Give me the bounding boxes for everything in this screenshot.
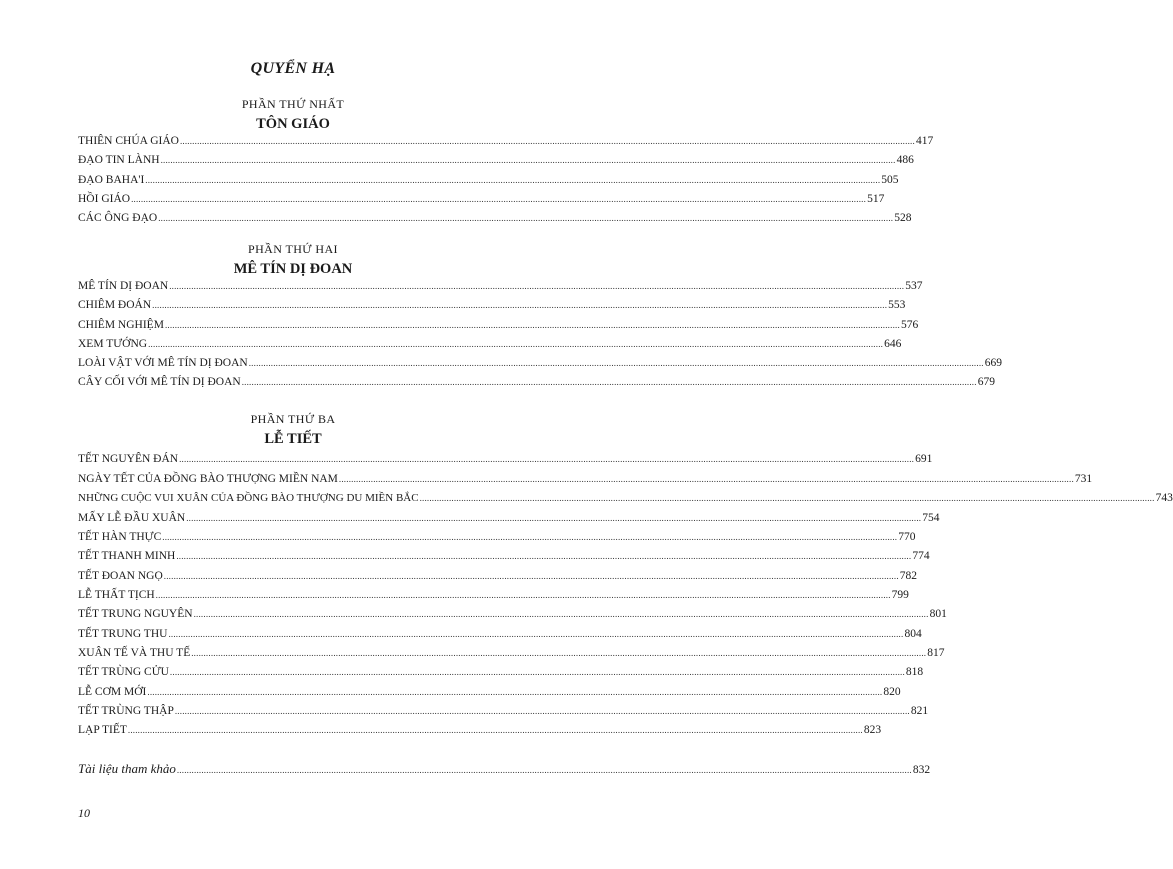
toc-entry-title: TẾT TRÙNG CỬU <box>78 666 169 678</box>
toc-entry <box>78 135 934 153</box>
toc-entry-page: 823 <box>863 724 882 736</box>
volume-title: QUYỂN HẠ <box>250 60 336 77</box>
leader-dots: ............................................................................................................................................................................................................................................................................................................ <box>169 667 905 677</box>
toc-entry <box>78 319 919 337</box>
leader-dots: ............................................................................................................................................................................................................................................................................................................ <box>152 300 888 310</box>
leader-dots: ............................................................................................................................................................................................................................................................................................................ <box>127 725 863 735</box>
toc-entry-page: 553 <box>888 299 906 311</box>
toc-entry-page: 817 <box>927 647 945 659</box>
toc-entry-title: TẾT TRUNG NGUYÊN <box>78 608 193 620</box>
toc-entry-page: 486 <box>896 154 914 166</box>
toc-entry-title: MÊ TÍN DỊ ĐOAN <box>78 280 169 292</box>
toc-entry <box>78 628 922 646</box>
toc-entry <box>78 705 929 723</box>
toc-entry-title: XUÂN TẾ VÀ THU TẾ <box>78 647 191 659</box>
toc-entry <box>78 570 918 588</box>
toc-entry-page: 691 <box>915 453 933 465</box>
toc-entry <box>78 280 923 298</box>
leader-dots: ............................................................................................................................................................................................................................................................................................................ <box>164 320 900 330</box>
toc-entry-title: TẾT TRÙNG THẬP <box>78 705 174 717</box>
toc-entry-page: 669 <box>984 357 1002 369</box>
toc-entry-title: CHIÊM NGHIỆM <box>78 319 164 331</box>
toc-entry <box>78 531 916 549</box>
toc-entry <box>78 338 902 356</box>
toc-entry <box>78 154 914 172</box>
part-title: MÊ TÍN DỊ ĐOAN <box>233 261 353 277</box>
toc-entry-title: TẾT ĐOAN NGỌ <box>78 570 163 582</box>
toc-entry-page: 804 <box>904 628 922 640</box>
toc-entry-page: 818 <box>905 666 924 678</box>
toc-entry-page: 528 <box>894 212 912 224</box>
toc-entry-page: 517 <box>867 193 885 205</box>
leader-dots: ............................................................................................................................................................................................................................................................................................................ <box>162 532 898 542</box>
toc-entry-title: TẾT THANH MINH <box>78 550 176 562</box>
leader-dots: ............................................................................................................................................................................................................................................................................................................ <box>176 551 912 561</box>
toc-entry-page: 799 <box>891 589 909 601</box>
toc-entry-references <box>78 761 931 779</box>
toc-entry-title: NHỮNG CUỘC VUI XUÂN CỦA ĐỒNG BÀO THƯỢNG DU MIỀN BẮC <box>78 492 419 504</box>
toc-entry-title: NGÀY TẾT CỦA ĐỒNG BÀO THƯỢNG MIỀN NAM <box>78 473 338 485</box>
toc-entry <box>78 686 901 704</box>
toc-entry <box>78 666 924 684</box>
toc-entry-page: 832 <box>912 764 931 776</box>
toc-entry <box>78 299 906 317</box>
toc-entry-title: LỄ CƠM MỚI <box>78 686 147 698</box>
leader-dots: ............................................................................................................................................................................................................................................................................................................ <box>191 648 927 658</box>
toc-entry-title: XEM TƯỚNG <box>78 338 148 350</box>
toc-entry <box>78 492 1173 510</box>
leader-dots: ............................................................................................................................................................................................................................................................................................................ <box>176 765 912 775</box>
part-label: PHẦN THỨ NHẤT <box>241 97 345 111</box>
part-title: LỄ TIẾT <box>264 431 322 447</box>
part-title: TÔN GIÁO <box>256 116 330 132</box>
toc-entry-page: 646 <box>884 338 902 350</box>
leader-dots: ............................................................................................................................................................................................................................................................................................................ <box>174 706 910 716</box>
leader-dots: ............................................................................................................................................................................................................................................................................................................ <box>145 175 881 185</box>
toc-entry-page: 782 <box>899 570 918 582</box>
toc-entry-title: ĐẠO BAHA'I <box>78 174 145 186</box>
leader-dots: ............................................................................................................................................................................................................................................................................................................ <box>179 136 915 146</box>
toc-entry <box>78 589 909 607</box>
toc-entry <box>78 473 1093 491</box>
toc-entry <box>78 212 912 230</box>
leader-dots: ............................................................................................................................................................................................................................................................................................................ <box>186 513 922 523</box>
leader-dots: ............................................................................................................................................................................................................................................................................................................ <box>338 474 1074 484</box>
toc-entry-page: 821 <box>910 705 929 717</box>
leader-dots: ............................................................................................................................................................................................................................................................................................................ <box>155 590 891 600</box>
toc-entry <box>78 357 1002 375</box>
toc-entry-title: TẾT NGUYÊN ĐÁN <box>78 453 179 465</box>
toc-entry-page: 505 <box>881 174 899 186</box>
part-label: PHẦN THỨ HAI <box>248 242 338 256</box>
toc-entry <box>78 512 940 530</box>
leader-dots: ............................................................................................................................................................................................................................................................................................................ <box>148 339 884 349</box>
toc-entry-title: LỄ THẤT TỊCH <box>78 589 155 601</box>
toc-entry-page: 417 <box>915 135 934 147</box>
toc-entry <box>78 724 882 742</box>
toc-entry <box>78 193 885 211</box>
toc-entry-page: 770 <box>898 531 916 543</box>
leader-dots: ............................................................................................................................................................................................................................................................................................................ <box>248 358 984 368</box>
toc-entry <box>78 550 930 568</box>
leader-dots: ............................................................................................................................................................................................................................................................................................................ <box>419 493 1155 503</box>
leader-dots: ............................................................................................................................................................................................................................................................................................................ <box>147 687 883 697</box>
toc-entry-title: TẾT TRUNG THU <box>78 628 168 640</box>
part-label: PHẦN THỨ BA <box>250 412 336 426</box>
toc-entry-page: 801 <box>929 608 947 620</box>
toc-entry-page: 743 <box>1155 492 1173 504</box>
leader-dots: ............................................................................................................................................................................................................................................................................................................ <box>241 377 977 387</box>
toc-entry-page: 731 <box>1074 473 1093 485</box>
toc-entry-title: Tài liệu tham khảo <box>78 761 176 776</box>
leader-dots: ............................................................................................................................................................................................................................................................................................................ <box>169 281 905 291</box>
leader-dots: ............................................................................................................................................................................................................................................................................................................ <box>131 194 867 204</box>
toc-entry-title: LẠP TIẾT <box>78 724 127 736</box>
toc-entry <box>78 174 899 192</box>
leader-dots: ............................................................................................................................................................................................................................................................................................................ <box>160 155 896 165</box>
toc-entry <box>78 647 945 665</box>
toc-entry-title: TẾT HÀN THỰC <box>78 531 162 543</box>
toc-entry-title: HỒI GIÁO <box>78 193 131 205</box>
leader-dots: ............................................................................................................................................................................................................................................................................................................ <box>163 571 899 581</box>
toc-entry-page: 537 <box>905 280 923 292</box>
toc-entry <box>78 453 933 471</box>
toc-entry-title: LOÀI VẬT VỚI MÊ TÍN DỊ ĐOAN <box>78 357 248 369</box>
leader-dots: ............................................................................................................................................................................................................................................................................................................ <box>193 609 929 619</box>
toc-entry-title: CÂY CỐI VỚI MÊ TÍN DỊ ĐOAN <box>78 376 241 388</box>
leader-dots: ............................................................................................................................................................................................................................................................................................................ <box>179 454 915 464</box>
toc-entry-page: 754 <box>922 512 940 524</box>
toc-entry-title: THIÊN CHÚA GIÁO <box>78 135 179 147</box>
toc-entry-title: CÁC ÔNG ĐẠO <box>78 212 158 224</box>
toc-entry-title: CHIÊM ĐOÁN <box>78 299 152 311</box>
toc-entry-title: MẤY LỄ ĐẦU XUÂN <box>78 512 186 524</box>
toc-entry-page: 774 <box>912 550 930 562</box>
leader-dots: ............................................................................................................................................................................................................................................................................................................ <box>158 213 894 223</box>
toc-entry <box>78 608 947 626</box>
toc-entry <box>78 376 995 394</box>
toc-entry-page: 576 <box>900 319 919 331</box>
toc-entry-page: 679 <box>977 376 995 388</box>
toc-entry-title: ĐẠO TIN LÀNH <box>78 154 160 166</box>
leader-dots: ............................................................................................................................................................................................................................................................................................................ <box>168 629 904 639</box>
toc-entry-page: 820 <box>883 686 901 698</box>
page-number: 10 <box>78 806 90 820</box>
